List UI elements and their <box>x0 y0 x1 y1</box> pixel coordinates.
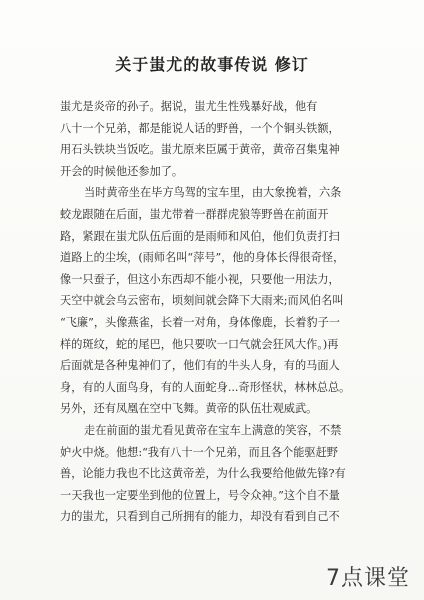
text-line: 样的斑纹，蛇的尾巴，他只要吹一口气就会狂风大作。)再 <box>60 337 339 351</box>
text-line: 当时黄帝坐在毕方鸟驾的宝车里，由大象挽着，六条 <box>84 186 342 200</box>
text-line: 天空中就会乌云密布，顷刻间就会降下大雨来;而风伯名叫 <box>60 294 344 308</box>
text-line: 道路上的尘埃，(雨师名叫“萍号”，他的身体长得很奇怪， <box>60 251 345 265</box>
text-line: 蚩尤是炎帝的孙子。据说，蚩尤生性残暴好战，他有 <box>60 100 318 113</box>
text-line: 像一只蚕子，但这小东西却不能小视，只要他一用法力， <box>60 272 340 286</box>
text-line: 路，紧跟在蚩尤队伍后面的是雨师和风伯，他们负责打扫 <box>60 229 340 243</box>
text-line: 后面就是各种鬼神们了，他们有的牛头人身，有的马面人 <box>60 359 340 373</box>
text-line: 妒火中烧。他想:“我有八十一个兄弟，而且各个能驱赶野 <box>60 445 338 459</box>
text-line: 力的蚩尤，只看到自己所拥有的能力，却没有看到自己不 <box>60 510 340 524</box>
watermark-logo: 7点课堂 <box>326 566 410 591</box>
text-line: 蛟龙跟随在后面，蚩尤带着一群群虎狼等野兽在前面开 <box>60 207 329 221</box>
text-line: 一天我也一定要坐到他的位置上，号令众神。”这个自不量 <box>60 488 340 502</box>
text-line: 身，有的人面鸟身，有的人面蛇身...奇形怪状，林林总总。 <box>60 380 351 394</box>
text-line: 用石头铁块当饭吃。蚩尤原来臣属于黄帝，黄帝召集鬼神 <box>60 143 340 157</box>
text-line: 兽，论能力我也不比这黄帝差，为什么我要给他做先锋?有 <box>60 467 346 481</box>
text-line: 开会的时候他还参加了。 <box>60 164 184 178</box>
text-line: “飞廉”，头像燕雀，长着一对角，身体像鹿，长着豹子一 <box>60 315 340 329</box>
text-line: 走在前面的蚩尤看见黄帝在宝车上满意的笑容，不禁 <box>84 423 342 437</box>
text-line: 八十一个兄弟，都是能说人话的野兽，一个个铜头铁额， <box>60 121 340 135</box>
document-body <box>60 96 364 528</box>
text-line: 另外，还有凤凰在空中飞舞。黄帝的队伍壮观威武。 <box>60 402 318 416</box>
document-title: 关于蚩尤的故事传说 修订 <box>115 55 309 74</box>
